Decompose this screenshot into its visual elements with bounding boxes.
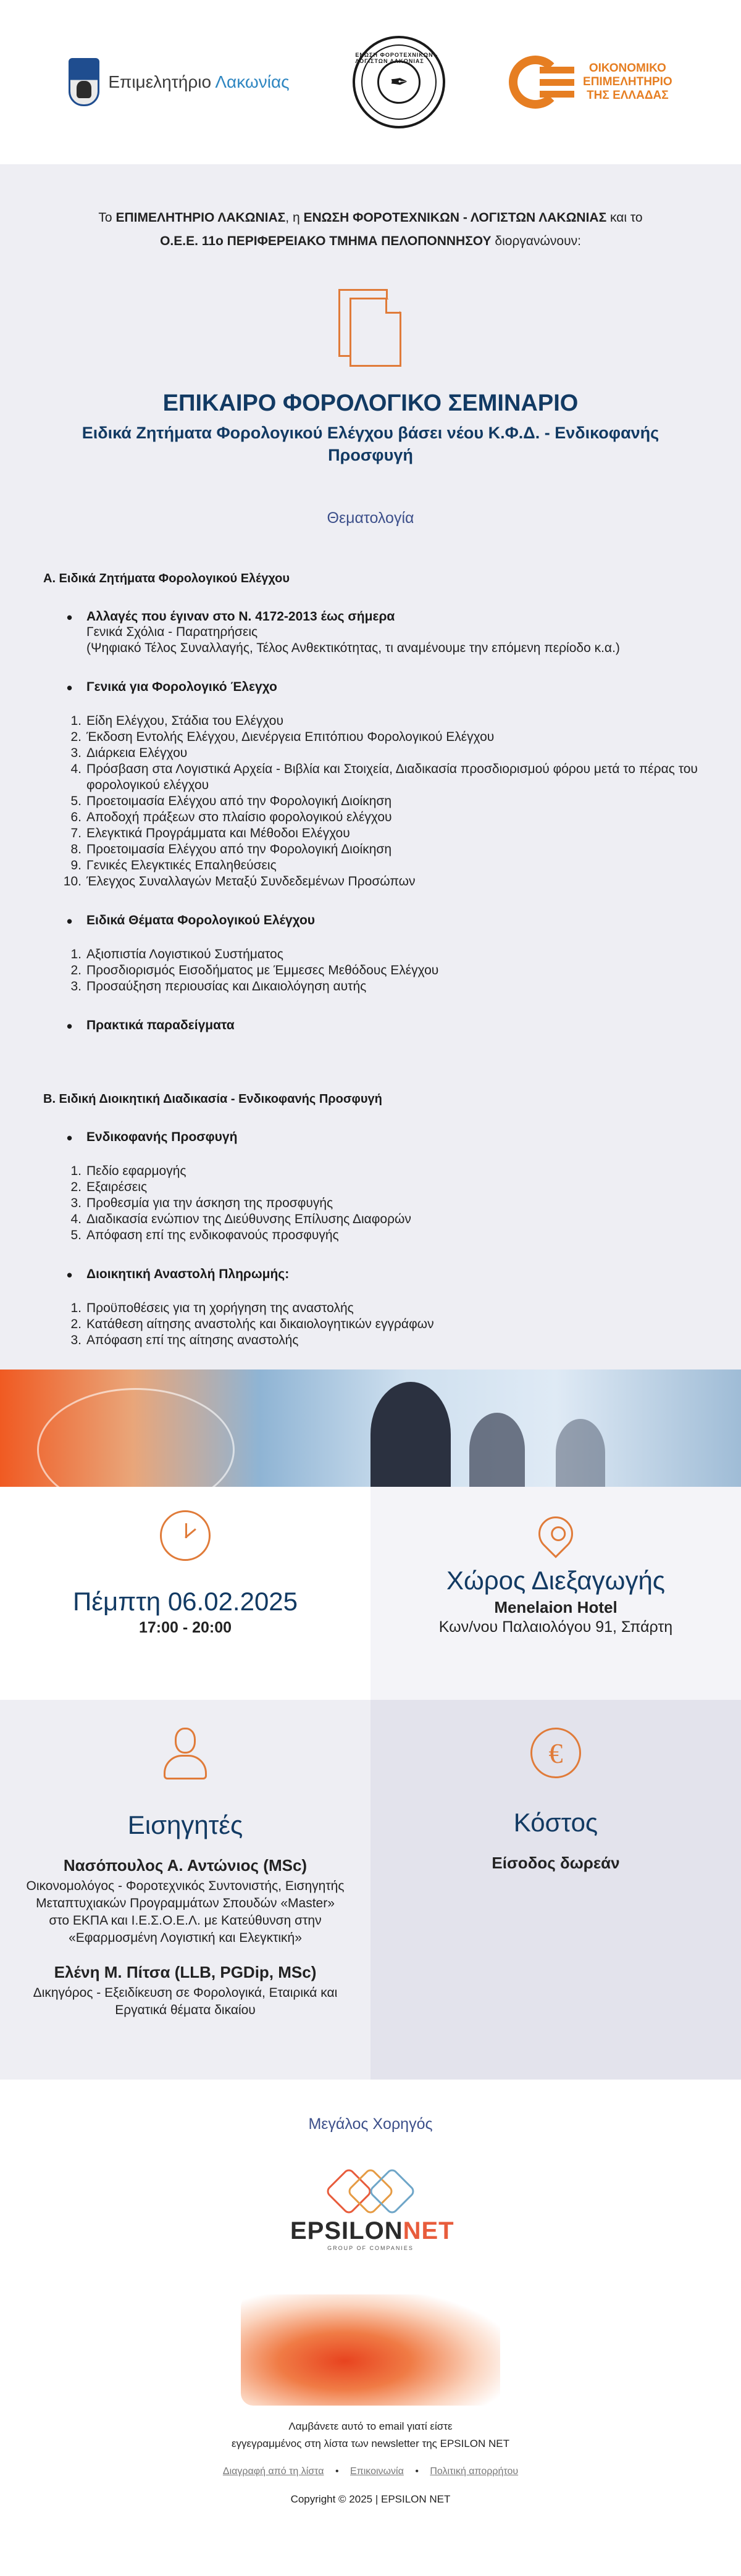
section-a-heading: Α. Ειδικά Ζητήματα Φορολογικού Ελέγχου bbox=[43, 572, 290, 585]
list-item: 1. Προϋποθέσεις για τη χορήγηση της αναστολής bbox=[70, 1301, 354, 1315]
list-item: 9. Γενικές Ελεγκτικές Επαληθεύσεις bbox=[70, 858, 277, 872]
cost-title: Κόστος bbox=[513, 1808, 598, 1837]
section-b-bullet-2: • Διοικητική Αναστολή Πληρωμής: bbox=[86, 1267, 698, 1282]
list-item: 2. Εξαιρέσεις bbox=[70, 1180, 148, 1194]
organizer-union: ΕΝΩΣΗ ΦΟΡΟΤΕΧΝΙΚΩΝ - ΛΟΓΙΣΤΩΝ ΛΑΚΩΝΙΑΣ bbox=[303, 211, 607, 225]
banner-image bbox=[0, 1370, 741, 1487]
list-item: 2. Κατάθεση αίτησης αναστολής και δικαιολογητικών εγγράφων bbox=[70, 1317, 434, 1331]
list-item: 1. Αξιοπιστία Λογιστικού Συστήματος bbox=[70, 947, 283, 961]
sponsor-tagline: GROUP OF COMPANIES bbox=[327, 2245, 414, 2251]
list-item: 2. Προσδιορισμός Εισοδήματος με Έμμεσες Μεθόδους Ελέγχου bbox=[70, 963, 439, 977]
organizer-chamber: ΕΠΙΜΕΛΗΤΗΡΙΟ ΛΑΚΩΝΙΑΣ bbox=[115, 211, 286, 225]
section-a-bullet-4: • Πρακτικά παραδείγματα bbox=[86, 1018, 698, 1033]
document-icon bbox=[338, 289, 403, 368]
speaker-1-desc: Οικονομολόγος - Φοροτεχνικός Συντονιστής, Εισηγητής Μεταπτυχιακών Προγραμμάτων Σπουδών «Master» στο ΕΚΠΑ και Ι.Ε.Σ.Ο.Ε.Λ. με Κατεύθυνση στην «Εφαρμοσμένη Λογιστική και Ελεγκτική» bbox=[26, 1879, 345, 1945]
unsubscribe-link[interactable]: Διαγραφή από τη λίστα bbox=[222, 2466, 324, 2477]
list-item: 7. Ελεγκτικά Προγράμματα και Μέθοδοι Ελέγχου bbox=[70, 826, 350, 840]
seminar-subtitle: Ειδικά Ζητήματα Φορολογικού Ελέγχου βάσει νέου Κ.Φ.Δ. - Ενδικοφανής Προσφυγή bbox=[82, 424, 659, 464]
oee-mark-icon bbox=[509, 54, 577, 110]
speaker-2-desc: Δικηγόρος - Εξειδίκευση σε Φορολογικά, Εταιρικά και Εργατικά θέματα δικαίου bbox=[33, 1986, 338, 2017]
seal-text: ΕΝΩΣΗ ΦΟΡΟΤΕΧΝΙΚΩΝ - ΛΟΓΙΣΤΩΝ ΛΑΚΩΝΙΑΣ bbox=[355, 52, 438, 64]
footer-text bbox=[0, 2418, 741, 2453]
organizers-text bbox=[43, 206, 698, 253]
list-item: 2. Έκδοση Εντολής Ελέγχου, Διενέργεια Επιτόπιου Φορολογικού Ελέγχου bbox=[70, 730, 495, 744]
chamber-logo bbox=[69, 58, 289, 106]
list-item: 5. Απόφαση επί της ενδικοφανούς προσφυγής bbox=[70, 1228, 339, 1242]
section-b-list-1 bbox=[70, 1163, 698, 1244]
list-item: 3. Προθεσμία για την άσκηση της προσφυγής bbox=[70, 1196, 333, 1210]
section-a-bullet-1: • Αλλαγές που έγιναν στο Ν. 4172-2013 έως σήμερα bbox=[86, 609, 698, 624]
speakers-cell bbox=[0, 1700, 371, 2080]
organizers-pre: Το bbox=[98, 211, 112, 225]
event-info-grid bbox=[0, 1487, 741, 2080]
venue-cell bbox=[371, 1487, 741, 1700]
section-b-bullet-1: • Ενδικοφανής Προσφυγή bbox=[86, 1130, 698, 1145]
list-item: 8. Προετοιμασία Ελέγχου από την Φορολογική Διοίκηση bbox=[70, 842, 392, 856]
cost-text: Είσοδος δωρεάν bbox=[492, 1854, 620, 1872]
date-cell bbox=[0, 1487, 371, 1700]
clock-icon bbox=[160, 1510, 211, 1561]
seminar-title: ΕΠΙΚΑΙΡΟ ΦΟΡΟΛΟΓΙΚΟ ΣΕΜΙΝΑΡΙΟ bbox=[162, 390, 579, 416]
header-logos bbox=[0, 0, 741, 164]
sponsor-label: Μεγάλος Χορηγός bbox=[308, 2115, 433, 2133]
list-item: 3. Διάρκεια Ελέγχου bbox=[70, 746, 188, 760]
list-item: 1. Πεδίο εφαρμογής bbox=[70, 1164, 186, 1178]
location-pin-icon bbox=[531, 1509, 580, 1558]
list-item: 1. Είδη Ελέγχου, Στάδια του Ελέγχου bbox=[70, 714, 283, 728]
venue-title: Χώρος Διεξαγωγής bbox=[446, 1566, 666, 1595]
speakers-title: Εισηγητές bbox=[127, 1810, 243, 1839]
section-a-bullet-1-line2: (Ψηφιακό Τέλος Συναλλαγής, Τέλος Ανθεκτικότητας, τι αναμένουμε την επόμενη περίοδο κ.α.) bbox=[86, 641, 620, 655]
epsilon-rings-icon bbox=[324, 2170, 417, 2214]
oee-logo bbox=[509, 54, 672, 110]
sponsor-name-part2: NET bbox=[403, 2217, 454, 2244]
chamber-logo-region: Λακωνίας bbox=[215, 72, 290, 91]
epsilon-net-logo[interactable] bbox=[290, 2170, 454, 2251]
footer bbox=[0, 2406, 741, 2506]
person-icon bbox=[160, 1728, 211, 1781]
organizers-sep1: , η bbox=[285, 211, 300, 225]
quill-icon: ✒ bbox=[377, 61, 421, 104]
oee-line2: ΕΠΙΜΕΛΗΤΗΡΙΟ bbox=[583, 75, 672, 88]
event-time: 17:00 - 20:00 bbox=[138, 1619, 232, 1636]
speaker-2-name: Ελένη Μ. Πίτσα (LLB, PGDip, MSc) bbox=[54, 1963, 317, 1981]
section-a-list-3 bbox=[70, 947, 698, 995]
section-b-list-2 bbox=[70, 1300, 698, 1349]
speaker-1-name: Νασόπουλος Α. Αντώνιος (MSc) bbox=[63, 1856, 308, 1875]
decorative-wave bbox=[241, 2294, 500, 2406]
tax-union-seal bbox=[353, 36, 445, 128]
section-a-bullet-1-line1: Γενικά Σχόλια - Παρατηρήσεις bbox=[86, 625, 258, 639]
list-item: 4. Διαδικασία ενώπιον της Διεύθυνσης Επίλυσης Διαφορών bbox=[70, 1212, 411, 1226]
organizers-sep2: και το bbox=[610, 211, 643, 225]
section-a-bullet-3: • Ειδικά Θέματα Φορολογικού Ελέγχου bbox=[86, 913, 698, 928]
section-a-list-2 bbox=[63, 713, 698, 890]
footer-line2: εγγεγραμμένος στη λίστα των newsletter της EPSILON NET bbox=[231, 2438, 510, 2449]
intro-section bbox=[0, 164, 741, 1370]
organizers-post: διοργανώνουν: bbox=[495, 234, 581, 248]
list-item: 6. Αποδοχή πράξεων στο πλαίσιο φορολογικού ελέγχου bbox=[70, 810, 392, 824]
chamber-logo-prefix: Επιμελητήριο bbox=[108, 72, 212, 91]
footer-line1: Λαμβάνετε αυτό το email γιατί είστε bbox=[288, 2420, 453, 2432]
venue-address: Κων/νου Παλαιολόγου 91, Σπάρτη bbox=[438, 1618, 673, 1636]
sponsor-section bbox=[0, 2080, 741, 2505]
footer-links: Διαγραφή από τη λίστα • Επικοινωνία • Πολιτική απορρήτου bbox=[222, 2466, 519, 2477]
copyright: Copyright © 2025 | EPSILON NET bbox=[290, 2493, 451, 2505]
section-b-heading: Β. Ειδική Διοικητική Διαδικασία - Ενδικοφανής Προσφυγή bbox=[43, 1092, 382, 1106]
list-item: 10. Έλεγχος Συναλλαγών Μεταξύ Συνδεδεμένων Προσώπων bbox=[63, 874, 416, 889]
section-a-bullet-1-body bbox=[86, 624, 698, 656]
oee-line1: ΟΙΚΟΝΟΜΙΚΟ bbox=[588, 62, 666, 75]
event-date: Πέμπτη 06.02.2025 bbox=[72, 1587, 298, 1616]
list-item: 3. Προσαύξηση περιουσίας και Δικαιολόγηση αυτής bbox=[70, 979, 367, 993]
organizer-oee: Ο.Ε.Ε. 11ο ΠΕΡΙΦΕΡΕΙΑΚΟ ΤΜΗΜΑ ΠΕΛΟΠΟΝΝΗΣΟΥ bbox=[160, 234, 492, 248]
shield-icon bbox=[69, 58, 99, 106]
privacy-link[interactable]: Πολιτική απορρήτου bbox=[430, 2466, 519, 2477]
themes-label: Θεματολογία bbox=[327, 509, 414, 527]
venue-name: Menelaion Hotel bbox=[494, 1598, 618, 1616]
cost-cell bbox=[371, 1700, 741, 2080]
contact-link[interactable]: Επικοινωνία bbox=[350, 2466, 404, 2477]
sponsor-name-part1: EPSILON bbox=[290, 2217, 403, 2244]
list-item: 4. Πρόσβαση στα Λογιστικά Αρχεία - Βιβλία και Στοιχεία, Διαδικασία προσδιορισμού φόρου μετά το πέρας του φορολογικού ελέγχου bbox=[70, 762, 698, 792]
euro-icon: € bbox=[530, 1728, 581, 1778]
list-item: 3. Απόφαση επί της αίτησης αναστολής bbox=[70, 1333, 299, 1347]
oee-line3: ΤΗΣ ΕΛΛΑΔΑΣ bbox=[587, 89, 669, 102]
section-a-bullet-2: • Γενικά για Φορολογικό Έλεγχο bbox=[86, 680, 698, 695]
list-item: 5. Προετοιμασία Ελέγχου από την Φορολογική Διοίκηση bbox=[70, 794, 392, 808]
